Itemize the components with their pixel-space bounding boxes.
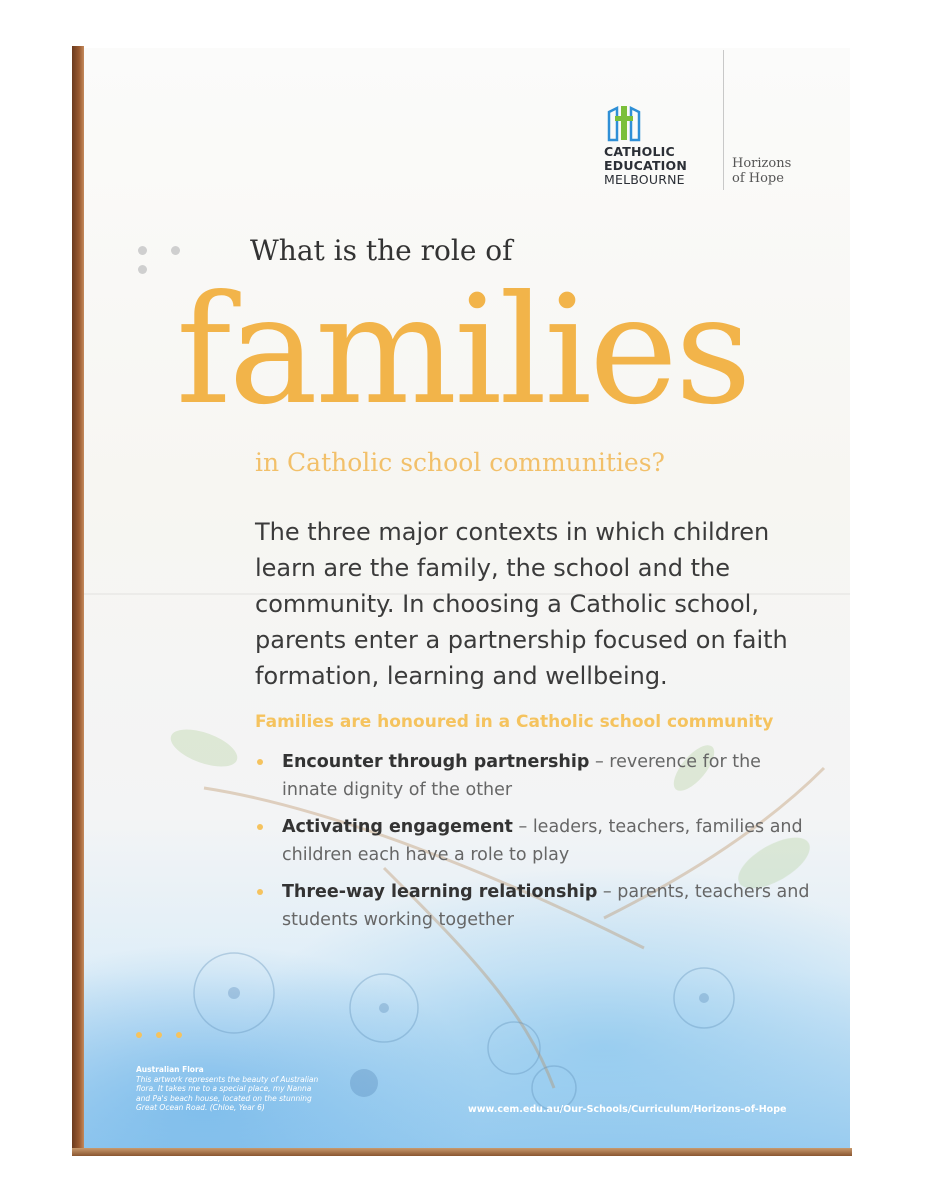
list-item: [255, 813, 815, 869]
artwork-caption: [136, 1065, 326, 1113]
tagline-line-1: Horizons: [732, 156, 792, 171]
logo-line-1: CATHOLIC: [604, 144, 675, 159]
bullet-text: – leaders, teachers, families and children each have a role to play: [282, 817, 803, 865]
wood-background-left: [72, 46, 84, 1154]
bullet-term: Three-way learning relationship: [282, 882, 598, 902]
section-title: Families are honoured in a Catholic school community: [255, 712, 774, 732]
list-item: [255, 748, 815, 804]
bullet-dot: [257, 759, 263, 765]
poster: [84, 48, 850, 1148]
list-item: [255, 878, 815, 934]
heading-sub: in Catholic school communities?: [255, 448, 665, 477]
logo-wordmark: [604, 145, 687, 187]
wood-background-bottom: [72, 1148, 852, 1156]
bullet-list: [255, 748, 815, 943]
intro-paragraph: The three major contexts in which children learn are the family, the school and the community. In choosing a Catholic school, parents enter a partnership focused on faith formation, learning and wellbeing.: [255, 518, 788, 690]
website-url[interactable]: www.cem.edu.au/Our-Schools/Curriculum/Horizons-of-Hope: [468, 1104, 787, 1115]
bullet-dot: [257, 889, 263, 895]
logo-divider: [723, 50, 724, 190]
logo-line-3: MELBOURNE: [604, 172, 685, 187]
heading-lead: What is the role of: [250, 234, 513, 267]
decorative-dots-top: [138, 240, 228, 254]
artwork-caption-title: Australian Flora: [136, 1065, 204, 1074]
bullet-term: Encounter through partnership: [282, 752, 590, 772]
bullet-text: – reverence for the innate dignity of the other: [282, 752, 761, 800]
decorative-dots-bottom: [136, 1023, 196, 1042]
artwork-caption-text: This artwork represents the beauty of Australian flora. It takes me to a special place, my Nanna and Pa's beach house, located on the stunning Great Ocean Road. (Chloe, Year 6): [136, 1074, 319, 1112]
heading-main: families: [176, 264, 749, 438]
bullet-dot: [257, 824, 263, 830]
logo-line-2: EDUCATION: [604, 158, 688, 173]
horizons-of-hope-tagline: [732, 156, 791, 186]
bullet-text: – parents, teachers and students working together: [282, 882, 810, 930]
catholic-education-melbourne-logo-icon: [605, 104, 643, 144]
tagline-line-2: of Hope: [732, 171, 784, 186]
bullet-term: Activating engagement: [282, 817, 513, 837]
